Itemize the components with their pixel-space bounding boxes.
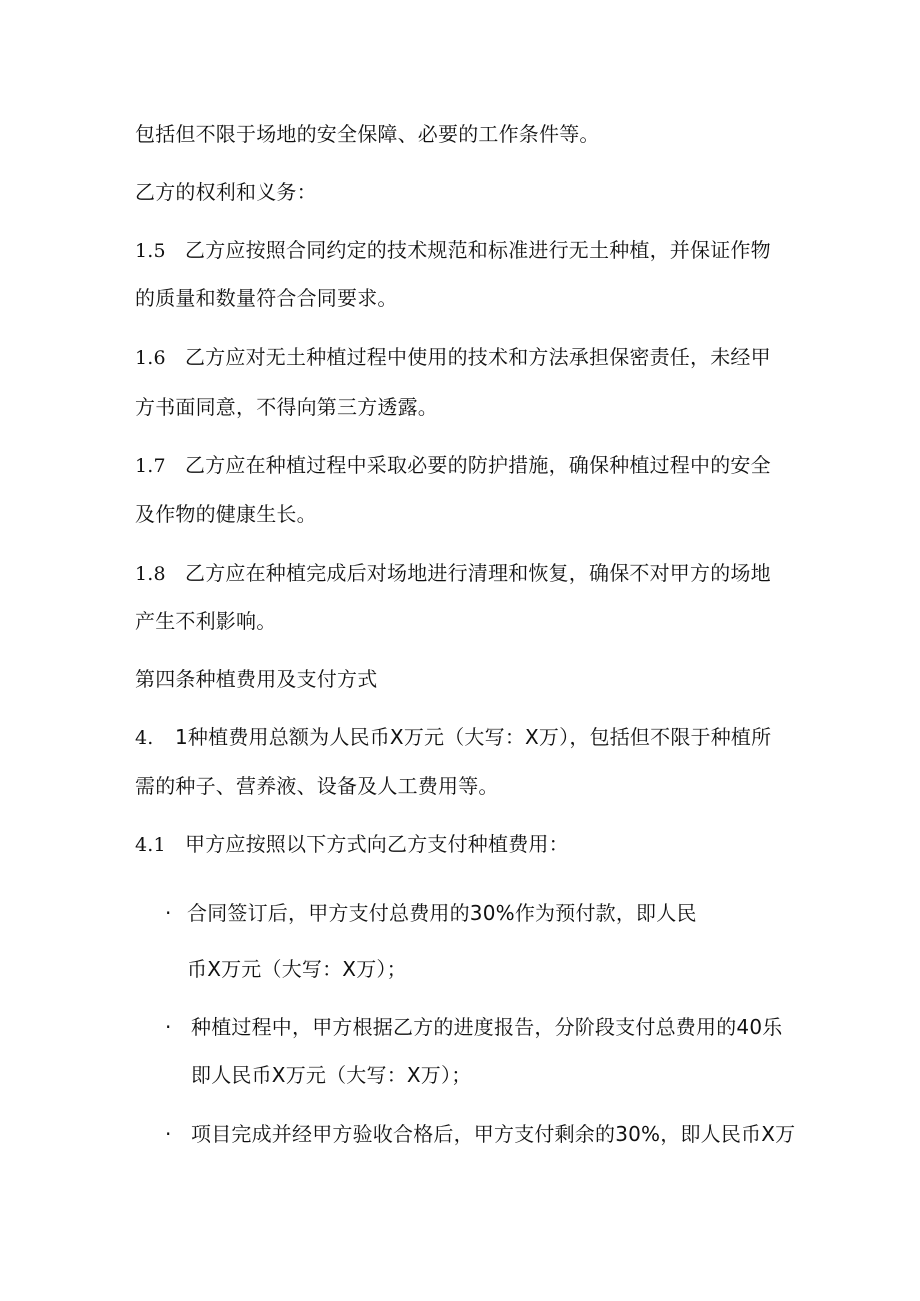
bullet-icon: · [165,1122,172,1146]
list-item-line-1: 项目完成并经甲方验收合格后，甲方支付剩余的30%，即人民币X万 [191,1122,796,1146]
clause-number: 1.7 [135,455,166,477]
clause-text: 乙方应在种植完成后对场地进行清理和恢复，确保不对甲方的场地 [185,561,771,585]
bullet-icon: · [165,1015,172,1039]
clause-text: 甲方应按照以下方式向乙方支付种植费用： [185,832,569,856]
clause-1-5-line-2: 的质量和数量符合合同要求。 [135,286,398,310]
clause-number: 1.8 [135,563,166,585]
clause-1-7-line-2: 及作物的健康生长。 [135,502,317,526]
clause-4-1-fee-line-1 [135,725,771,750]
clause-1-7-line-1 [135,453,771,478]
clause-number: 1.5 [135,240,166,262]
bullet-icon: · [165,901,172,925]
section-heading-party-b-rights: 乙方的权利和义务： [135,180,317,204]
paragraph-continuation: 包括但不限于场地的安全保障、必要的工作条件等。 [135,122,600,146]
clause-4-1-payment-line [135,832,569,857]
list-item-line-1: 种植过程中，甲方根据乙方的进度报告，分阶段支付总费用的40乐 [191,1015,783,1039]
clause-text: 乙方应在种植过程中采取必要的防护措施，确保种植过程中的安全 [185,453,771,477]
clause-number: 1.6 [135,347,166,369]
clause-text: 乙方应按照合同约定的技术规范和标准进行无土种植，并保证作物 [185,238,771,262]
clause-1-6-line-2: 方书面同意，不得向第三方透露。 [135,395,438,419]
clause-1-8-line-2: 产生不利影响。 [135,609,277,633]
list-item-line-2: 币X万元（大写：X万）； [187,957,407,981]
clause-1-8-line-1 [135,561,771,586]
clause-1-5-line-1 [135,238,771,263]
article-4-title: 第四条种植费用及支付方式 [135,667,378,691]
clause-text: 1种植费用总额为人民币X万元（大写：X万），包括但不限于种植所 [175,725,772,749]
list-item-line-2: 即人民币X万元（大写：X万）； [191,1063,472,1087]
clause-number: 4.1 [135,834,166,856]
clause-4-1-fee-line-2: 需的种子、营养液、设备及人工费用等。 [135,774,499,798]
clause-text: 乙方应对无土种植过程中使用的技术和方法承担保密责任，未经甲 [185,345,771,369]
list-item-line-1: 合同签订后，甲方支付总费用的30%作为预付款，即人民 [187,901,697,925]
clause-number: 4. [135,727,154,749]
clause-1-6-line-1 [135,345,771,370]
